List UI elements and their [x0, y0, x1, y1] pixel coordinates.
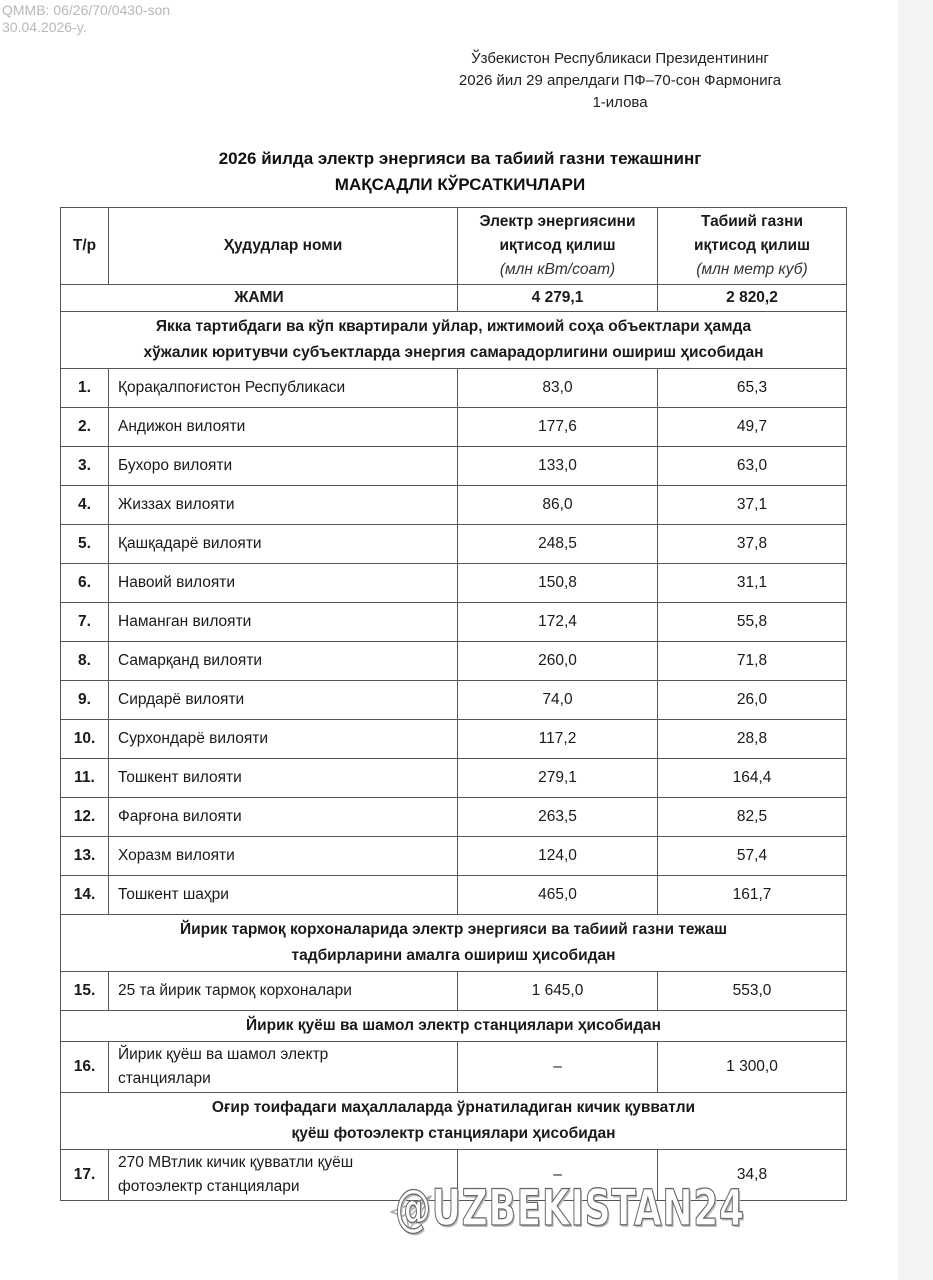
header-electricity: Электр энергиясини иқтисод қилиш (млн кВт/соат) [458, 208, 658, 285]
row-electricity: 260,0 [458, 642, 658, 681]
table-row [61, 798, 847, 837]
watermark-channel: @UZBEKISTAN24 [395, 1179, 745, 1237]
row-num: 13. [61, 837, 109, 876]
row-name: Бухоро вилояти [109, 447, 458, 486]
row-gas: 63,0 [658, 447, 847, 486]
row-electricity: 124,0 [458, 837, 658, 876]
row-num: 3. [61, 447, 109, 486]
row-electricity: 172,4 [458, 603, 658, 642]
row-electricity: 86,0 [458, 486, 658, 525]
row-electricity: 117,2 [458, 720, 658, 759]
row-electricity: 279,1 [458, 759, 658, 798]
total-label: ЖАМИ [61, 285, 458, 312]
table-row [61, 972, 847, 1011]
row-num: 1. [61, 369, 109, 408]
row-num: 17. [61, 1150, 109, 1201]
table-header-row [61, 208, 847, 285]
header-gas: Табиий газни иқтисод қилиш (млн метр куб) [658, 208, 847, 285]
table-row [61, 525, 847, 564]
row-name: Йирик қуёш ва шамол электр станциялари [109, 1042, 458, 1093]
document-title [120, 146, 800, 198]
table-row [61, 681, 847, 720]
row-gas: 553,0 [658, 972, 847, 1011]
row-gas: 57,4 [658, 837, 847, 876]
row-gas: 37,8 [658, 525, 847, 564]
row-gas: 1 300,0 [658, 1042, 847, 1093]
table-row [61, 642, 847, 681]
row-electricity: 83,0 [458, 369, 658, 408]
row-num: 15. [61, 972, 109, 1011]
row-electricity: – [458, 1150, 658, 1201]
row-name: 25 та йирик тармоқ корхоналари [109, 972, 458, 1011]
row-num: 7. [61, 603, 109, 642]
row-num: 4. [61, 486, 109, 525]
row-gas: 161,7 [658, 876, 847, 915]
row-num: 10. [61, 720, 109, 759]
row-gas: 164,4 [658, 759, 847, 798]
row-name: Қорақалпоғистон Республикаси [109, 369, 458, 408]
row-electricity: 1 645,0 [458, 972, 658, 1011]
row-electricity: 74,0 [458, 681, 658, 720]
stamp-date: 30.04.2026-y. [2, 19, 87, 35]
row-name: Хоразм вилояти [109, 837, 458, 876]
row-name: Қашқадарё вилояти [109, 525, 458, 564]
row-electricity: 465,0 [458, 876, 658, 915]
table-row [61, 447, 847, 486]
row-num: 9. [61, 681, 109, 720]
row-gas: 34,8 [658, 1150, 847, 1201]
table-row [61, 486, 847, 525]
section-title: Якка тартибдаги ва кўп квартирали уйлар, ижтимоий соҳа объектлари ҳамда хўжалик юритувчи субъектларда энергия самарадорлигини ошириш ҳисобидан [61, 312, 847, 369]
row-name: Наманган вилояти [109, 603, 458, 642]
table-row [61, 369, 847, 408]
row-name: Фарғона вилояти [109, 798, 458, 837]
total-gas: 2 820,2 [658, 285, 847, 312]
section-row [61, 1093, 847, 1150]
title-line-2: МАҚСАДЛИ КЎРСАТКИЧЛАРИ [334, 175, 586, 194]
section-row [61, 312, 847, 369]
row-name: 270 МВтлик кичик қувватли қуёш фотоэлектр станциялари [109, 1150, 458, 1201]
row-num: 14. [61, 876, 109, 915]
page-edge-strip [898, 0, 933, 1280]
section-title: Йирик қуёш ва шамол электр станциялари ҳисобидан [61, 1011, 847, 1042]
row-num: 2. [61, 408, 109, 447]
section-title: Оғир тоифадаги маҳаллаларда ўрнатиладиган кичик қувватли қуёш фотоэлектр станциялари ҳисобидан [61, 1093, 847, 1150]
targets-table [60, 207, 847, 1201]
annex-line-1: Ўзбекистон Республикаси Президентининг [471, 50, 769, 67]
row-num: 11. [61, 759, 109, 798]
row-name: Тошкент шаҳри [109, 876, 458, 915]
registration-stamp [2, 2, 170, 36]
total-electricity: 4 279,1 [458, 285, 658, 312]
row-name: Сирдарё вилояти [109, 681, 458, 720]
row-gas: 26,0 [658, 681, 847, 720]
row-gas: 82,5 [658, 798, 847, 837]
row-electricity: 133,0 [458, 447, 658, 486]
row-electricity: – [458, 1042, 658, 1093]
annex-header [400, 48, 840, 114]
table-row [61, 720, 847, 759]
row-num: 5. [61, 525, 109, 564]
row-gas: 31,1 [658, 564, 847, 603]
row-num: 12. [61, 798, 109, 837]
row-num: 8. [61, 642, 109, 681]
section-row [61, 1011, 847, 1042]
row-name: Навоий вилояти [109, 564, 458, 603]
header-name: Ҳудудлар номи [109, 208, 458, 285]
section-row [61, 915, 847, 972]
total-row [61, 285, 847, 312]
row-gas: 28,8 [658, 720, 847, 759]
table-row [61, 408, 847, 447]
row-electricity: 150,8 [458, 564, 658, 603]
row-gas: 65,3 [658, 369, 847, 408]
row-electricity: 177,6 [458, 408, 658, 447]
annex-line-3: 1-илова [592, 94, 648, 111]
table-row [61, 1042, 847, 1093]
annex-line-2: 2026 йил 29 апрелдаги ПФ–70-сон Фармонига [458, 72, 782, 89]
row-name: Андижон вилояти [109, 408, 458, 447]
stamp-number: QMMB: 06/26/70/0430-son [2, 2, 171, 18]
row-num: 6. [61, 564, 109, 603]
table-row [61, 837, 847, 876]
table-row [61, 759, 847, 798]
row-gas: 49,7 [658, 408, 847, 447]
row-electricity: 248,5 [458, 525, 658, 564]
row-name: Самарқанд вилояти [109, 642, 458, 681]
row-gas: 37,1 [658, 486, 847, 525]
row-num: 16. [61, 1042, 109, 1093]
section-title: Йирик тармоқ корхоналарида электр энергияси ва табиий газни тежаш тадбирларини амалга ошириш ҳисобидан [61, 915, 847, 972]
row-name: Жиззах вилояти [109, 486, 458, 525]
row-electricity: 263,5 [458, 798, 658, 837]
title-line-1: 2026 йилда электр энергияси ва табиий газни тежашнинг [218, 149, 702, 168]
table-row [61, 603, 847, 642]
row-name: Тошкент вилояти [109, 759, 458, 798]
row-gas: 55,8 [658, 603, 847, 642]
row-name: Сурхондарё вилояти [109, 720, 458, 759]
row-gas: 71,8 [658, 642, 847, 681]
header-num: Т/р [61, 208, 109, 285]
table-row [61, 564, 847, 603]
table-row [61, 876, 847, 915]
